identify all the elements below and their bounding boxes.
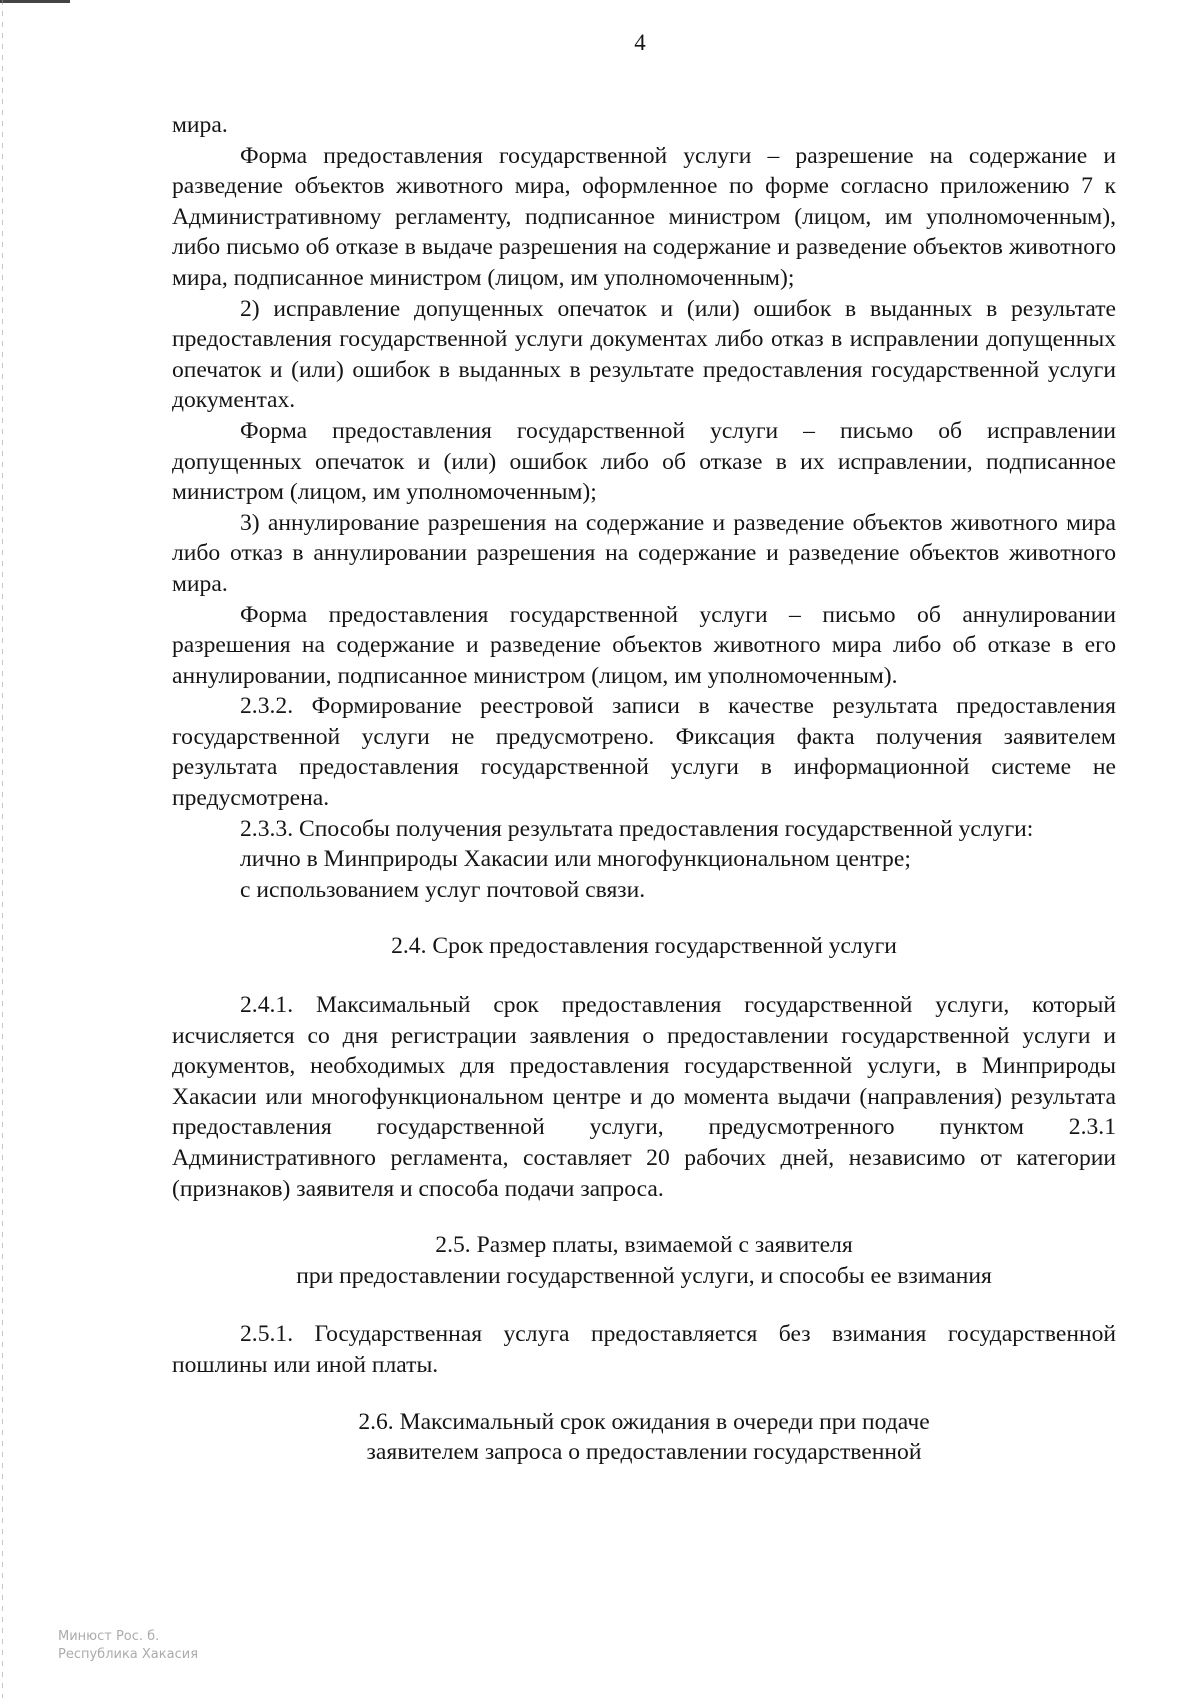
paragraph: 2.3.3. Способы получения результата предоставления государственной услуги:	[240, 815, 1034, 842]
stamp-line: Республика Хакасия	[58, 1647, 199, 1662]
page-number: 4	[634, 30, 646, 55]
paragraph: Форма предоставления государственной услуги – письмо об исправлении допущенных опечаток и (или) ошибок либо об отказе в их исправлении, подписанное министром (лицом, им уполномоченным);	[172, 417, 1116, 506]
section-heading-2-5-line-1: 2.5. Размер платы, взимаемой с заявителя	[435, 1232, 853, 1259]
section-heading-2-5-line-2: при предоставлении государственной услуги, и способы ее взимания	[296, 1262, 992, 1289]
paragraph: Форма предоставления государственной услуги – разрешение на содержание и разведение объектов животного мира, оформленное по форме согласно приложению 7 к Административному регламенту, подписанное министром (лицом, им уполномоченным), либо письмо об отказе в выдаче разрешения на содержание и разведение объектов животного мира, подписанное министром (лицом, им уполномоченным);	[172, 142, 1116, 291]
faded-stamp	[58, 1628, 198, 1664]
section-heading-2-4: 2.4. Срок предоставления государственной услуги	[391, 933, 897, 960]
scan-edge-left	[2, 0, 3, 1698]
section-heading-2-6-line-2: заявителем запроса о предоставлении государственной	[366, 1439, 922, 1466]
paragraph: Форма предоставления государственной услуги – письмо об аннулировании разрешения на содержание и разведение объектов животного мира либо об отказе в его аннулировании, подписанное министром (лицом, им уполномоченным).	[172, 601, 1116, 689]
scan-edge-mark	[0, 0, 70, 3]
paragraph: 2) исправление допущенных опечаток и (или) ошибок в выданных в результате предоставления государственной услуги документах либо отказ в исправлении допущенных опечаток и (или) ошибок в выданных в результате предоставления государственной услуги документах.	[172, 295, 1116, 414]
section-heading-2-6-line-1: 2.6. Максимальный срок ожидания в очереди при подаче	[358, 1408, 930, 1435]
paragraph-2-4-1: 2.4.1. Максимальный срок предоставления государственной услуги, который исчисляется со дня регистрации заявления о предоставлении государственной услуги и документов, необходимых для предоставления государственной услуги, в Минприроды Хакасии или многофункциональном центре и до момента выдачи (направления) результата предоставления государственной услуги, предусмотренного пунктом 2.3.1 Административного регламента, составляет 20 рабочих дней, независимо от категории (признаков) заявителя и способа подачи запроса.	[172, 992, 1116, 1202]
paragraph-2-5-1: 2.5.1. Государственная услуга предоставляется без взимания государственной пошлины или иной платы.	[172, 1321, 1116, 1378]
stamp-line: Минюст Рос. б.	[58, 1629, 160, 1644]
paragraph: 3) аннулирование разрешения на содержание и разведение объектов животного мира либо отказ в аннулировании разрешения на содержание и разведение объектов животного мира.	[172, 509, 1116, 597]
list-item: лично в Минприроды Хакасии или многофункциональном центре;	[240, 846, 911, 873]
paragraph: 2.3.2. Формирование реестровой записи в качестве результата предоставления государственной услуги не предусмотрено. Фиксация факта получения заявителем результата предоставления государственной услуги в информационной системе не предусмотрена.	[172, 693, 1116, 812]
document-body	[172, 110, 1116, 1468]
paragraph: мира.	[172, 112, 228, 138]
list-item: с использованием услуг почтовой связи.	[240, 876, 646, 903]
